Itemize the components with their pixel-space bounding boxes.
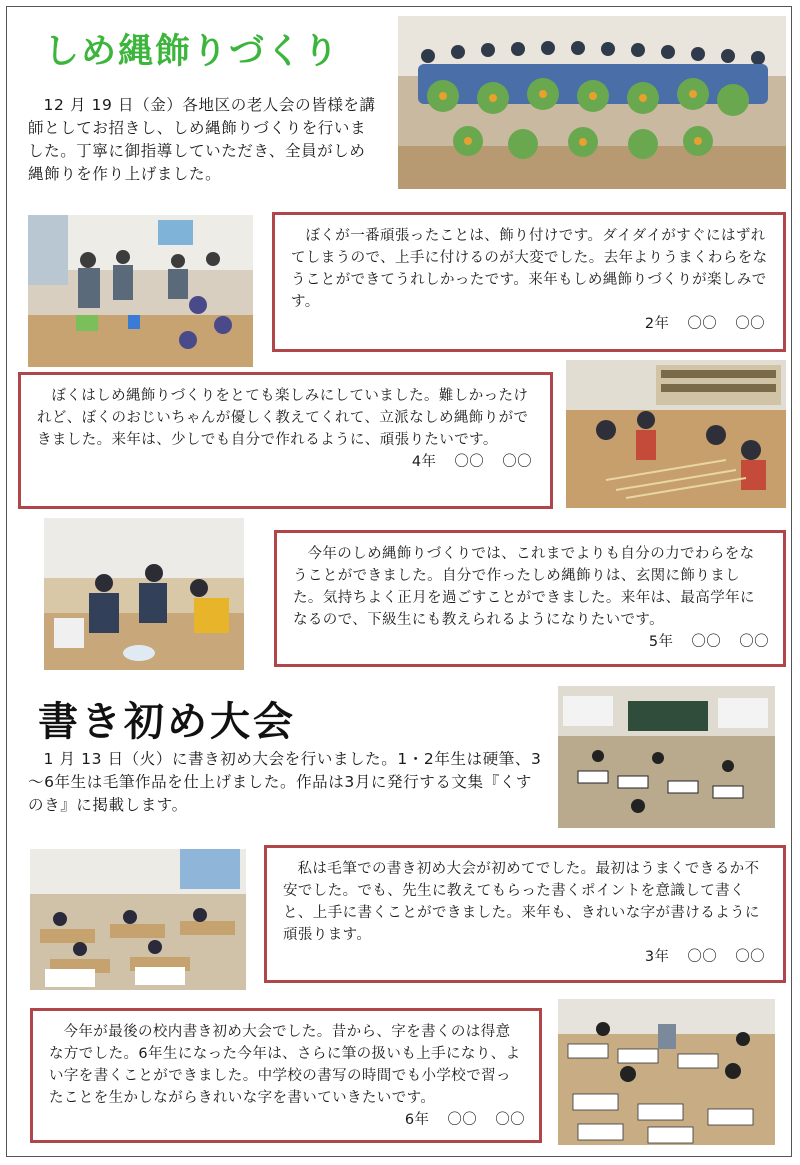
comment-box-grade-6 bbox=[30, 1008, 542, 1143]
comment-signature: 3年 〇〇 〇〇 bbox=[644, 949, 765, 965]
comment-text: 今年が最後の校内書き初め大会でした。昔から、字を書くのは得意な方でした。6年生になった今年は、さらに筆の扱いも上手になり、よい字を書くことができました。中学校の書写の時間でも小学校で習ったことを生かしながらきれいな字を書いていきたいです。 6年 〇〇 〇〇 bbox=[49, 1021, 525, 1109]
comment-signature: 4年 〇〇 〇〇 bbox=[411, 454, 532, 470]
section-intro-shimenawa: 12 月 19 日（金）各地区の老人会の皆様を講師としてお招きし、しめ縄飾りづくりを行いました。丁寧に御指導していただき、全員がしめ縄飾りを作り上げました。 bbox=[28, 96, 376, 183]
comment-signature: 2年 〇〇 〇〇 bbox=[644, 316, 765, 332]
photo-gym-calligraphy bbox=[558, 999, 775, 1145]
photo-students-writing bbox=[30, 849, 246, 990]
comment-signature: 6年 〇〇 〇〇 bbox=[404, 1112, 525, 1128]
comment-box-grade-3 bbox=[264, 845, 786, 983]
photo-classroom-calligraphy bbox=[558, 686, 775, 828]
comment-text: ぼくはしめ縄飾りづくりをとても楽しみにしていました。難しかったけれど、ぼくのおじいちゃんが優しく教えてくれて、立派なしめ縄飾りができました。来年は、少しでも自分で作れるように、頑張りたいです。 bbox=[37, 388, 529, 448]
comment-box-grade-2 bbox=[272, 212, 786, 352]
section-title-shimenawa: しめ縄飾りづくり bbox=[44, 32, 341, 72]
comment-text: 私は毛筆での書き初め大会が初めてでした。最初はうまくできるか不安でした。でも、先生に教えてもらった書くポイントを意識して書くと、上手に書くことができました。来年も、きれいな字が書けるように頑張ります。 bbox=[283, 861, 760, 943]
photo-seniors-teaching bbox=[44, 518, 244, 670]
comment-text: 今年のしめ縄飾りづくりでは、これまでよりも自分の力でわらをなうことができました。自分で作ったしめ縄飾りは、玄関に飾りました。気持ちよく正月を過ごすことができました。来年は、最高学年になるので、下級生にも教えられるようになりたいです。 5年 〇〇 〇〇 bbox=[293, 543, 769, 631]
comment-box-grade-4 bbox=[18, 372, 553, 509]
comment-box-grade-5 bbox=[274, 530, 786, 667]
photo-making-straw-rope bbox=[566, 360, 786, 508]
section-title-kakizome: 書き初め大会 bbox=[38, 698, 296, 745]
comment-signature: 5年 〇〇 〇〇 bbox=[648, 634, 769, 650]
comment-text: ぼくが一番頑張ったことは、飾り付けです。ダイダイがすぐにはずれてしまうので、上手に付けるのが大変でした。去年よりうまくわらをなうことができてうれしかったです。来年もしめ縄飾りづくりが楽しみです。 bbox=[291, 228, 768, 310]
section-intro-kakizome: 1 月 13 日（火）に書き初め大会を行いました。1・2年生は硬筆、3～6年生は毛筆作品を仕上げました。作品は3月に発行する文集『くすのき』に掲載します。 bbox=[28, 750, 542, 814]
photo-group-with-shimenawa bbox=[398, 16, 786, 189]
photo-seniors-and-children bbox=[28, 215, 253, 367]
